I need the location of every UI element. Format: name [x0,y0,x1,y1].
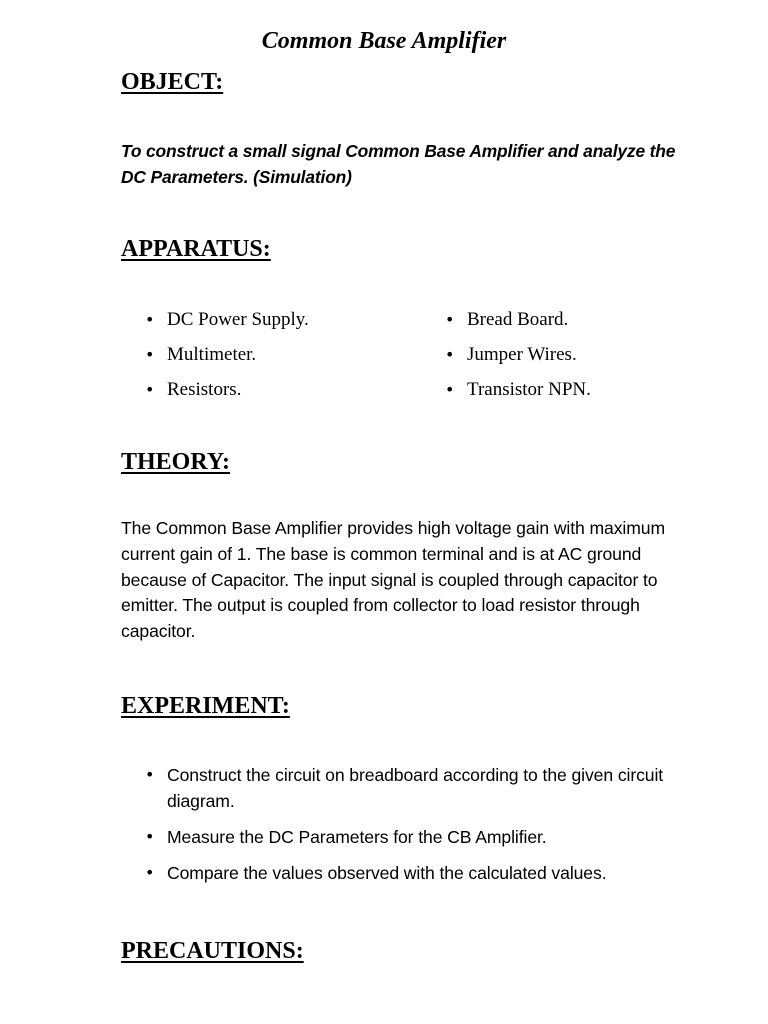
apparatus-item: Jumper Wires. [467,344,577,365]
list-item [145,860,690,886]
list-item [445,306,591,341]
apparatus-item: Transistor NPN. [467,379,591,400]
list-item [145,762,690,814]
apparatus-heading: APPARATUS: [121,236,271,262]
apparatus-item: DC Power Supply. [167,309,309,330]
list-item [445,376,591,411]
object-heading: OBJECT: [121,69,224,95]
theory-heading: THEORY: [121,449,230,475]
bullet-icon: • [145,310,155,329]
document-title: Common Base Amplifier [261,28,507,54]
bullet-icon: • [145,827,155,846]
bullet-icon: • [445,310,455,329]
list-item [145,376,309,411]
apparatus-list-right [445,306,591,411]
list-item [145,306,309,341]
apparatus-list-left [145,306,309,411]
list-item [445,341,591,376]
experiment-step: Compare the values observed with the calculated values. [167,863,607,883]
list-item [145,341,309,376]
object-text: To construct a small signal Common Base Amplifier and analyze the DC Parameters. (Simulation) [121,141,676,187]
experiment-heading: EXPERIMENT: [121,693,290,719]
apparatus-item: Bread Board. [467,309,569,330]
bullet-icon: • [445,380,455,399]
bullet-icon: • [145,765,155,784]
experiment-steps [145,762,690,896]
precautions-heading: PRECAUTIONS: [121,938,304,964]
list-item [145,824,690,850]
apparatus-item: Resistors. [167,379,242,400]
experiment-step: Measure the DC Parameters for the CB Amplifier. [167,827,547,847]
bullet-icon: • [145,380,155,399]
bullet-icon: • [145,345,155,364]
experiment-step: Construct the circuit on breadboard according to the given circuit diagram. [167,765,664,811]
apparatus-item: Multimeter. [167,344,257,365]
bullet-icon: • [445,345,455,364]
bullet-icon: • [145,863,155,882]
theory-text: The Common Base Amplifier provides high voltage gain with maximum current gain of 1. The base is common terminal and is at AC ground because of Capacitor. The input signal is coupled through capacitor to emitter. The output is coupled from collector to load resistor through capacitor. [121,518,666,642]
